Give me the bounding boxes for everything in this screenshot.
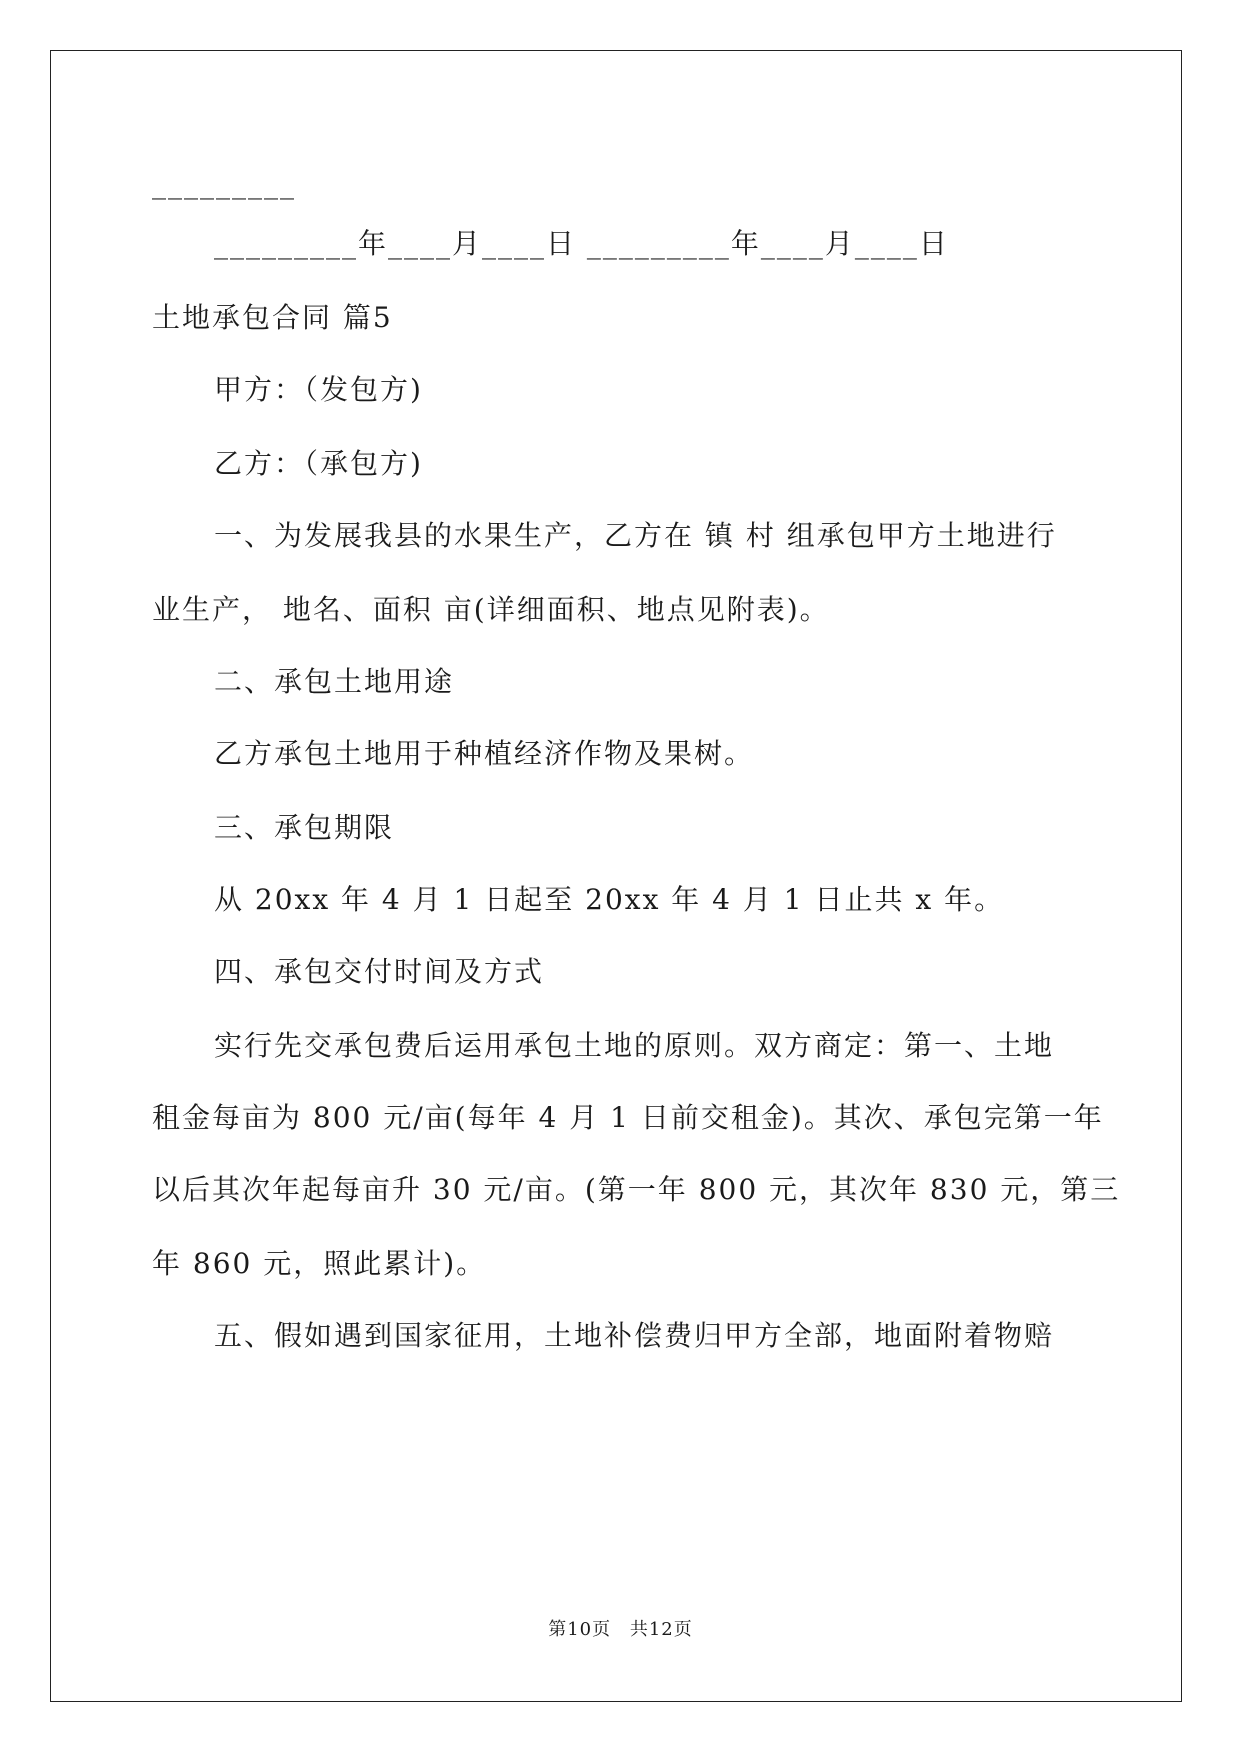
clause-2-text: 乙方承包土地用于种植经济作物及果树。 — [214, 737, 755, 770]
clause-4-line-3: 以后其次年起每亩升 30 元/亩。(第一年 800 元，其次年 830 元，第三 — [152, 1173, 1121, 1206]
clause-4-line-4: 年 860 元，照此累计)。 — [152, 1247, 487, 1280]
clause-5-line-1: 五、假如遇到国家征用，土地补偿费归甲方全部，地面附着物赔 — [214, 1319, 1055, 1352]
page-number-current: 第10页 — [548, 1619, 612, 1640]
clause-2-heading: 二、承包土地用途 — [214, 665, 455, 698]
clause-4-heading: 四、承包交付时间及方式 — [214, 955, 545, 988]
signature-blank-line: _________ — [152, 167, 296, 200]
party-a-line: 甲方：（发包方) — [214, 373, 423, 406]
clause-4-line-2: 租金每亩为 800 元/亩(每年 4 月 1 日前交租金)。其次、承包完第一年 — [152, 1101, 1104, 1134]
date-blanks-line: _________年____月____日 _________年____月____日 — [214, 227, 949, 260]
section-title: 土地承包合同 篇5 — [152, 301, 393, 334]
page-number-total: 共12页 — [629, 1619, 693, 1640]
clause-1-line-1: 一、为发展我县的水果生产，乙方在 镇 村 组承包甲方土地进行 — [214, 519, 1057, 552]
clause-3-heading: 三、承包期限 — [214, 811, 395, 844]
clause-4-line-1: 实行先交承包费后运用承包土地的原则。双方商定：第一、土地 — [214, 1029, 1055, 1062]
clause-3-text: 从 20xx 年 4 月 1 日起至 20xx 年 4 月 1 日止共 x 年。 — [214, 883, 1005, 916]
clause-1-line-2: 业生产， 地名、面积 亩(详细面积、地点见附表)。 — [152, 593, 830, 626]
party-b-line: 乙方：（承包方) — [214, 447, 423, 480]
page-footer — [0, 1618, 1241, 1642]
